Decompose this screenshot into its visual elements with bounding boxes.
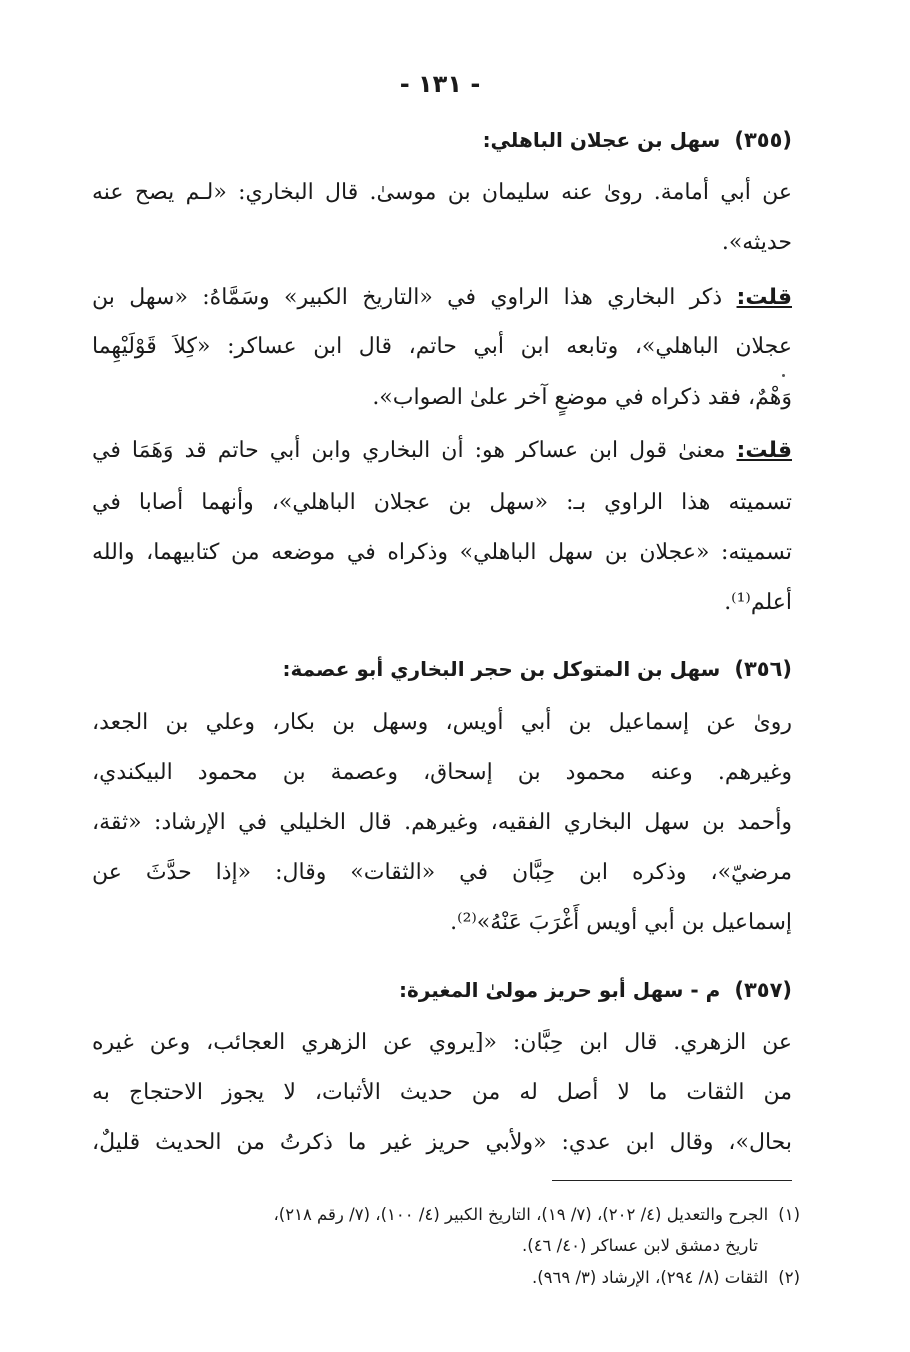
text-run: معنىٰ قول ابن عساكر هو: أن البخاري وابن أبي حاتم قد وَهَمَا في <box>92 438 737 463</box>
entry-heading-357 <box>399 978 792 1002</box>
footnote-separator <box>552 1180 792 1181</box>
entry-number: (٣٥٦) <box>734 657 792 681</box>
footnote-1-cont: تاريخ دمشق لابن عساكر (٤٠/ ٤٦). <box>522 1236 758 1255</box>
text-run: ذكر البخاري هذا الراوي في «التاريخ الكبير» وسَمَّاهُ: «سهل بن <box>92 285 737 310</box>
text-line: عن أبي أمامة. روىٰ عنه سليمان بن موسىٰ. قال البخاري: «لـم يصح عنه <box>92 180 792 205</box>
text-line: من الثقات ما لا أصل له من حديث الأثبات، لا يجوز الاحتجاج به <box>92 1080 792 1105</box>
entry-title: سهل بن المتوكل بن حجر البخاري أبو عصمة: <box>282 657 721 681</box>
text-line <box>92 438 792 463</box>
text-line: بحال»، وقال ابن عدي: «ولأبي حريز غير ما ذكرتُ من الحديث قليلٌ، <box>92 1130 792 1155</box>
footnote-1 <box>92 1205 800 1224</box>
qultu-label: قلت: <box>736 285 792 310</box>
entry-number: (٣٥٧) <box>734 978 792 1002</box>
text-line <box>92 285 792 310</box>
footnote-text: الثقات (٨/ ٢٩٤)، الإرشاد (٣/ ٩٦٩). <box>531 1268 769 1287</box>
speck-mark <box>782 374 785 377</box>
text-line: وَهْمٌ، فقد ذكراه في موضعٍ آخر علىٰ الصواب». <box>372 385 792 410</box>
page-number: - ١٣١ - <box>399 70 481 98</box>
text-line: وأحمد بن سهل البخاري الفقيه، وغيرهم. قال الخليلي في الإرشاد: «ثقة، <box>92 810 792 835</box>
text-line: مرضيّ»، وذكره ابن حِبَّان في «الثقات» وقال: «إذا حدَّثَ عن <box>92 860 792 885</box>
entry-title: م - سهل أبو حريز مولىٰ المغيرة: <box>399 978 721 1002</box>
text-line: تسميته هذا الراوي بـ: «سهل بن عجلان الباهلي»، وأنهما أصابا في <box>92 490 792 515</box>
footnote-number: (٢) <box>778 1268 800 1287</box>
text-line: روىٰ عن إسماعيل بن أبي أويس، وسهل بن بكار، وعلي بن الجعد، <box>92 710 792 735</box>
footnote-text: الجرح والتعديل (٤/ ٢٠٢)، (٧/ ١٩)، التاريخ الكبير (٤/ ١٠٠)، (٧/ رقم ٢١٨)، <box>273 1205 769 1224</box>
text-line: أعلم⁽¹⁾. <box>724 590 792 615</box>
text-line: إسماعيل بن أبي أويس أَغْرَبَ عَنْهُ»⁽²⁾. <box>450 910 792 935</box>
qultu-label: قلت: <box>736 438 792 463</box>
entry-number: (٣٥٥) <box>734 128 792 152</box>
text-line: عن الزهري. قال ابن حِبَّان: «[يروي عن الزهري العجائب، وعن غيره <box>92 1030 792 1055</box>
text-line: تسميته: «عجلان بن سهل الباهلي» وذكراه في موضعه من كتابيهما، والله <box>92 540 792 565</box>
footnote-number: (١) <box>778 1205 800 1224</box>
entry-title: سهل بن عجلان الباهلي: <box>482 128 721 152</box>
text-line: عجلان الباهلي»، وتابعه ابن أبي حاتم، قال ابن عساكر: «كِلاَ قَوْلَيْهِما <box>92 334 792 359</box>
footnote-2 <box>92 1268 800 1287</box>
text-line: حديثه». <box>721 230 792 255</box>
text-line: وغيرهم. وعنه محمود بن إسحاق، وعصمة بن محمود البيكندي، <box>92 760 792 785</box>
entry-heading-356 <box>283 657 792 681</box>
entry-heading-355 <box>483 128 792 152</box>
